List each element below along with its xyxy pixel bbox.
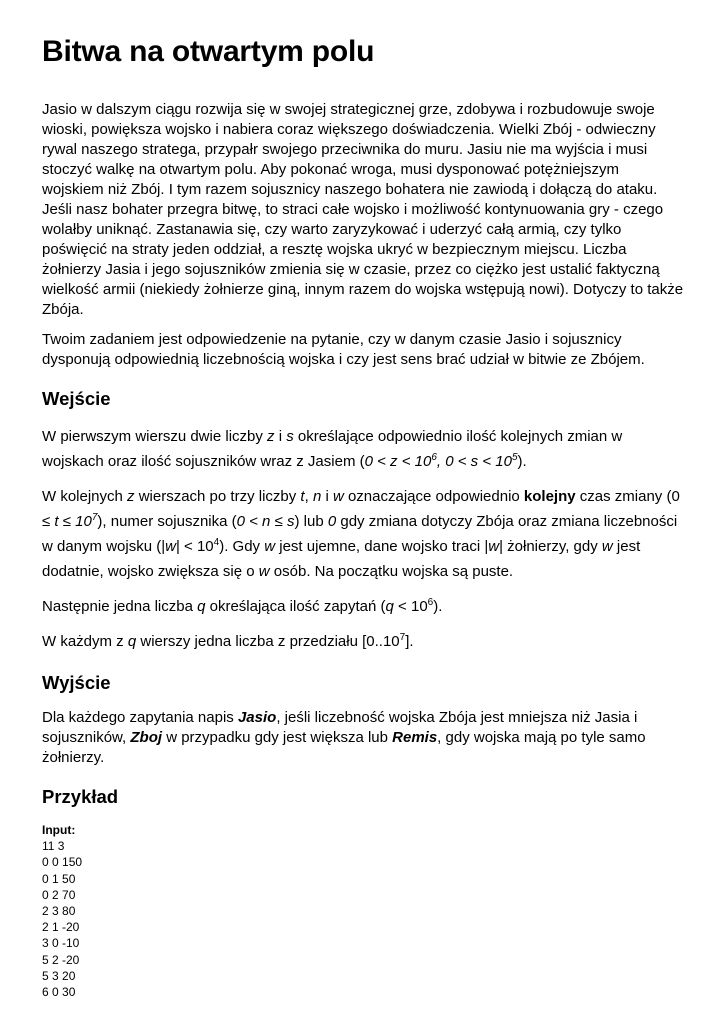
input-paragraph-4: W każdym z q wierszy jedna liczba z przedziału [0..10$^7$]. bbox=[42, 632, 414, 650]
example-line: 0 0 150 bbox=[42, 855, 83, 870]
example-line: 0 2 70 bbox=[42, 887, 76, 902]
input-heading: Wejście bbox=[42, 388, 111, 409]
intro-paragraph-1: Jasio w dalszym ciągu rozwija się w swojej strategicznej grze, zdobywa i rozbudowuje swoje wioski, powiększa wojsko i nabiera coraz większego doświadczenia. Wielki Zbój - odwieczny rywal naszego stratega, przypałr swojego przeciwnika do muru. Jasiu nie ma wyjścia i musi stoczyć walkę na otwartym polu. Aby pokonać wroga, musi dysponować potężniejszym wojskiem niż Zbój. I tym razem sojusznicy naszego bohatera nie zawiodą i dołączą do ataku. Jeśli nasz bohater przegra bitwę, to straci całe wojsko i możliwość kontynuowania gry - czego wolałby uniknąć. Zastanawia się, czy warto zaryzykować i uderzyć całą armią, czy tylko poświęcić na straty jeden oddział, a resztę wojska ukryć w bezpiecznym miejscu. Liczba żołnierzy Jasia i jego sojuszników zmienia się w czasie, przez co ciężko jest ustalić faktyczną wielkość armii (niekiedy żołnierze giną, innym razem do wojska wstępują nowi). Dotyczy to także Zbója. bbox=[42, 101, 684, 318]
example-line: 5 2 -20 bbox=[42, 952, 80, 967]
example-line: 2 3 80 bbox=[42, 904, 76, 919]
example-heading: Przykład bbox=[42, 786, 119, 807]
example-line: 3 0 -10 bbox=[42, 936, 80, 951]
input-paragraph-3: Następnie jedna liczba q określająca ilość zapytań $(q < 10^6)$. bbox=[42, 597, 443, 615]
example-line: 5 3 20 bbox=[42, 968, 76, 983]
example-input-label: Input: bbox=[42, 823, 76, 837]
example-section bbox=[42, 784, 684, 1000]
example-line: 6 0 30 bbox=[42, 985, 76, 1000]
example-line: 0 1 50 bbox=[42, 871, 76, 886]
input-paragraph-1: W pierwszym wierszu dwie liczby z i s określające odpowiednio ilość kolejnych zmian w wojskach oraz ilość sojuszników wraz z Jasiem ($0 < z < 10^6$, $0 < s < 10^5$). bbox=[42, 428, 623, 470]
output-heading: Wyjście bbox=[42, 672, 111, 693]
input-paragraph-2: W kolejnych z wierszach po trzy liczby t, n i w oznaczające odpowiednio kolejny czas zmiany $(0 \le t \le 10^7)$, numer sojusznika (0 < n ≤ s) lub 0 gdy zmiana dotyczy Zbója oraz zmiana liczebności w danym wojsku $(|w| < 10^4)$. Gdy w jest ujemne, dane wojsko traci |w| żołnierzy, gdy w jest dodatnie, wojsko zwiększa się o w osób. Na początku wojska są puste. bbox=[42, 488, 680, 580]
intro-paragraph-2: Twoim zadaniem jest odpowiedzenie na pytanie, czy w danym czasie Jasio i sojusznicy dysponują odpowiednią liczebnością wojska i czy jest sens brać udział w bitwie ze Zbójem. bbox=[42, 331, 645, 368]
page-title: Bitwa na otwartym polu bbox=[42, 35, 375, 68]
example-line: 2 1 -20 bbox=[42, 920, 80, 935]
problem-statement bbox=[42, 30, 684, 1000]
example-line: 11 3 bbox=[42, 839, 65, 854]
output-paragraph: Dla każdego zapytania napis Jasio, jeśli liczebność wojska Zbója jest mniejsza niż Jasia i sojuszników, Zboj w przypadku gdy jest większa lub Remis, gdy wojska mają po tyle samo żołnierzy. bbox=[42, 709, 646, 766]
example-input bbox=[42, 822, 684, 1000]
input-section bbox=[42, 386, 684, 654]
output-section bbox=[42, 670, 684, 768]
